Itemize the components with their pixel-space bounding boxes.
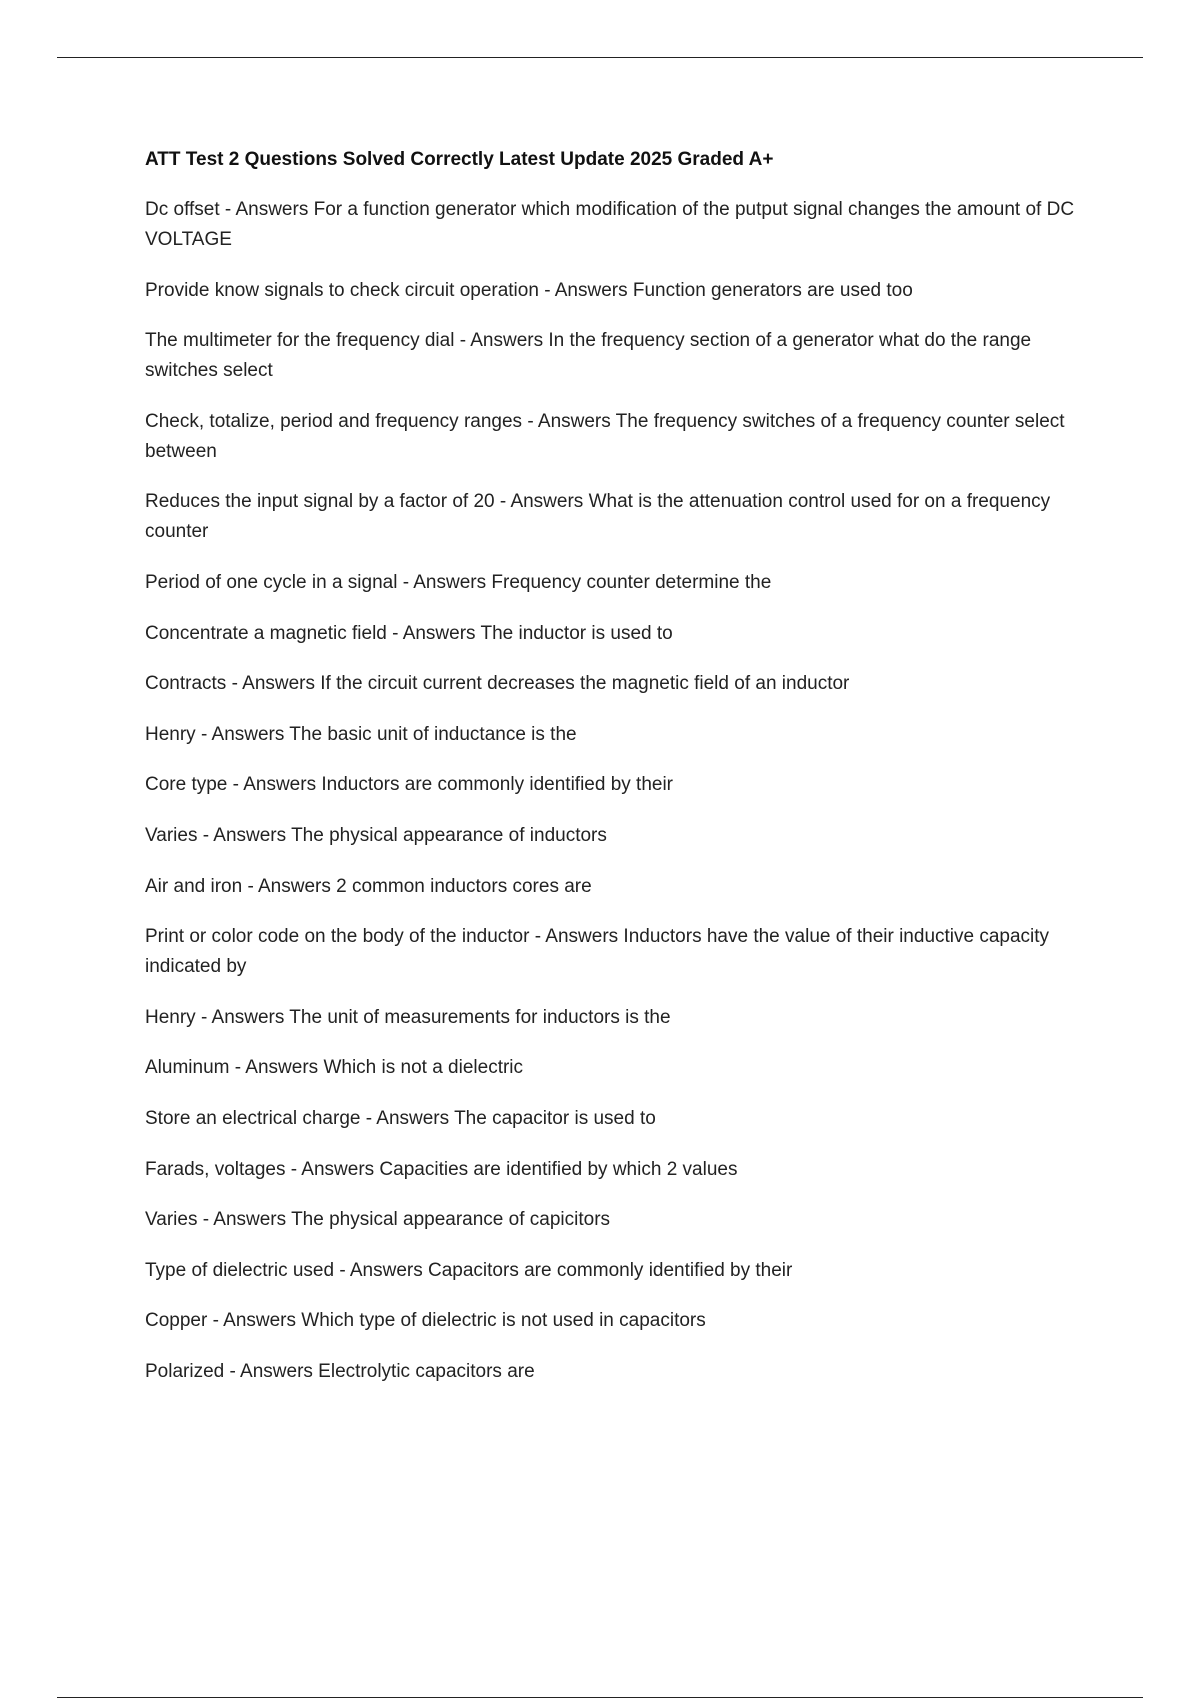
qa-item: Contracts - Answers If the circuit current decreases the magnetic field of an inductor [145,673,850,695]
header-rule [57,57,1143,58]
document-body [145,145,1075,1407]
qa-item: Reduces the input signal by a factor of 20 - Answers What is the attenuation control used for on a frequency counter [145,491,1051,543]
qa-item: The multimeter for the frequency dial - Answers In the frequency section of a generator what do the range switches select [145,330,1032,382]
qa-item: Dc offset - Answers For a function generator which modification of the putput signal changes the amount of DC VOLTAGE [145,199,1075,250]
qa-item: Farads, voltages - Answers Capacities are identified by which 2 values [145,1158,738,1180]
qa-item: Varies - Answers The physical appearance of capicitors [145,1209,611,1231]
qa-item: Aluminum - Answers Which is not a dielectric [145,1057,524,1079]
qa-item: Core type - Answers Inductors are commonly identified by their [145,774,674,796]
qa-item: Type of dielectric used - Answers Capacitors are commonly identified by their [145,1259,793,1281]
qa-item: Polarized - Answers Electrolytic capacitors are [145,1360,535,1382]
qa-item: Varies - Answers The physical appearance of inductors [145,824,607,846]
qa-list [145,195,1075,1387]
qa-item: Provide know signals to check circuit operation - Answers Function generators are used too [145,279,913,301]
qa-item: Henry - Answers The basic unit of inductance is the [145,723,577,745]
qa-item: Henry - Answers The unit of measurements for inductors is the [145,1006,671,1028]
qa-item: Concentrate a magnetic field - Answers The inductor is used to [145,622,673,644]
footer-rule [57,1697,1143,1698]
document-title: ATT Test 2 Questions Solved Correctly Latest Update 2025 Graded A+ [145,149,774,170]
qa-item: Print or color code on the body of the inductor - Answers Inductors have the value of their inductive capacity indicated by [145,926,1050,978]
qa-item: Copper - Answers Which type of dielectric is not used in capacitors [145,1310,706,1332]
qa-item: Check, totalize, period and frequency ranges - Answers The frequency switches of a frequency counter select between [145,410,1065,462]
qa-item: Air and iron - Answers 2 common inductors cores are [145,875,592,897]
qa-item: Store an electrical charge - Answers The capacitor is used to [145,1107,656,1129]
qa-item: Period of one cycle in a signal - Answers Frequency counter determine the [145,571,772,593]
